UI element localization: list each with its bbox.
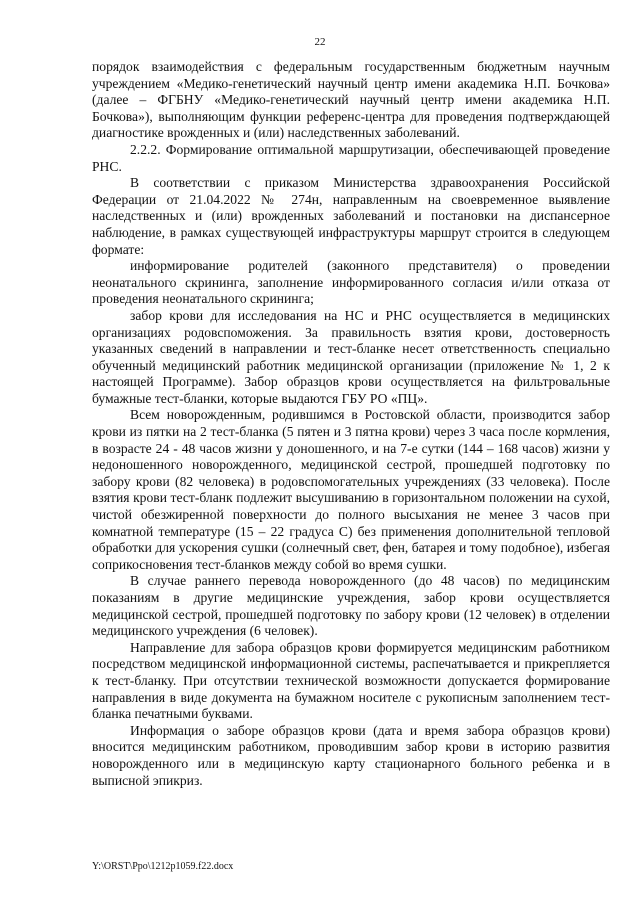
paragraph-sampling-information: Информация о заборе образцов крови (дата и время забора образцов крови) вносится медицинским работником, проводившим забор крови в историю развития новорожденного или в медицинскую карту стационарного больного ребенка и в выписной эпикриз. — [92, 722, 610, 788]
paragraph-blood-sampling: забор крови для исследования на НС и РНС осуществляется в медицинских организациях родовспоможения. За правильность взятия крови, достоверность указанных сведений в направлении и тест-бланке несет ответственность специально обученный медицинский работник медицинской организации (приложение № 1, 2 к настоящей Программе). Забор образцов крови осуществляется на фильтровальные бумажные тест-бланки, которые выдаются ГБУ РО «ПЦ». — [92, 307, 610, 406]
paragraph-early-transfer: В случае раннего перевода новорожденного (до 48 часов) по медицинским показаниям в другие медицинские учреждения, забор крови осуществляется медицинской сестрой, прошедшей подготовку по забору крови (12 человек) в отделении медицинского учреждения (6 человек). — [92, 573, 610, 639]
page-number: 22 — [314, 36, 326, 48]
paragraph-newborn-procedure: Всем новорожденным, родившимся в Ростовской области, производится забор крови из пятки на 2 тест-бланка (5 пятен и 3 пятна крови) через 3 часа после кормления, в возрасте 24 - 48 часов жизни у доношенного, и на 7-е сутки (144 – 168 часов) жизни у недоношенного новорожденного, медицинской сестрой, прошедшей подготовку по забору крови (82 человека) в родовспомогательных учреждениях (33 человека). После взятия крови тест-бланк подлежит высушиванию в горизонтальном положении на сухой, чистой обезжиренной поверхности до полного высыхания не менее 3 часов при комнатной температуре (15 – 22 градуса С) без применения дополнительной тепловой обработки для ускорения сушки (солнечный свет, фен, батарея и тому подобное), избегая соприкосновения тест-бланков между собой во время сушки. — [92, 407, 610, 572]
document-body — [92, 59, 610, 789]
paragraph-referral-formation: Направление для забора образцов крови формируется медицинским работником посредством медицинской информационной системы, распечатывается и прикрепляется к тест-бланку. При отсутствии технической возможности допускается формирование направления в виде документа на бумажном носителе с рукописным заполнением тест-бланка печатными буквами. — [92, 639, 610, 722]
paragraph-informing-parents: информирование родителей (законного представителя) о проведении неонатального скрининга, заполнение информированного согласия и/или отказа от проведения неонатального скрининга; — [92, 258, 610, 307]
footer-file-path: Y:\ORST\Ppo\1212p1059.f22.docx — [92, 861, 234, 872]
paragraph-interaction-order: порядок взаимодействия с федеральным государственным бюджетным научным учреждением «Медико-генетический научный центр имени академика Н.П. Бочкова» (далее – ФГБНУ «Медико-генетический научный центр имени академика Н.П. Бочкова»), выполняющим функции референс-центра для проведения подтверждающей диагностике врожденных и (или) наследственных заболеваний. — [92, 59, 610, 141]
paragraph-section-2-2-2: 2.2.2. Формирование оптимальной маршрутизации, обеспечивающей проведение РНС. — [92, 141, 610, 174]
paragraph-order-274n: В соответствии с приказом Министерства здравоохранения Российской Федерации от 21.04.2022 № 274н, направленным на своевременное выявление наследственных и (или) врожденных заболеваний и постановки на диспансерное наблюдение, в рамках существующей инфраструктуры маршрут строится в следующем формате: — [92, 175, 610, 257]
